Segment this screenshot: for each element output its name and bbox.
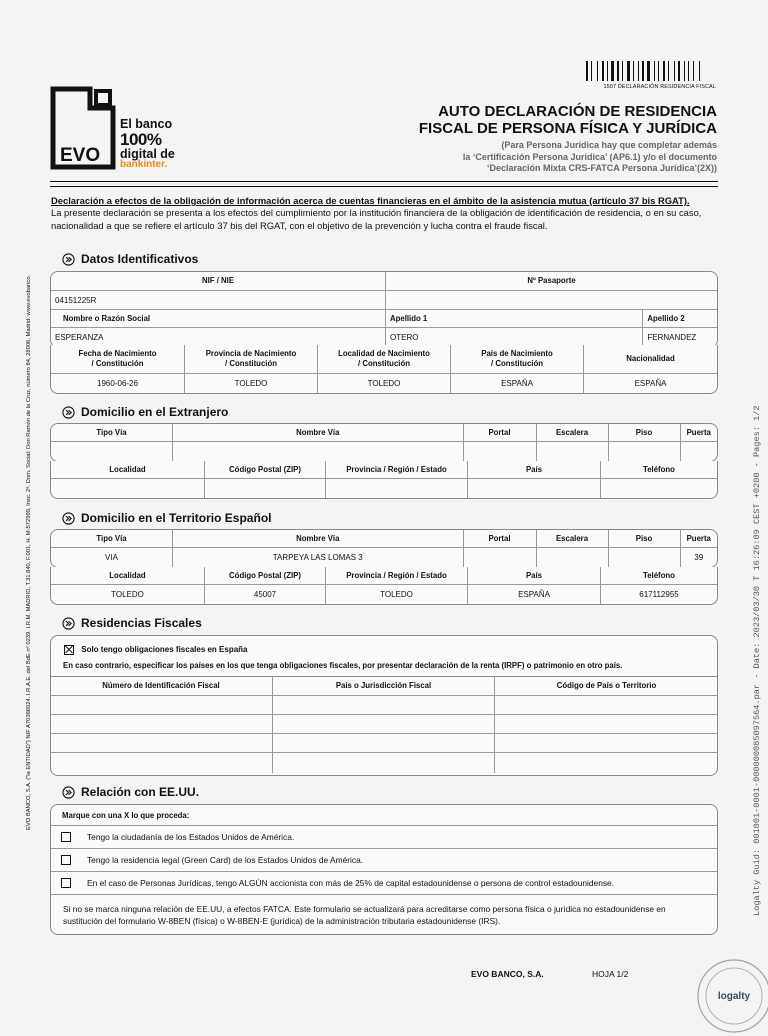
barcode-bar bbox=[656, 61, 657, 81]
opt1-cell bbox=[51, 826, 81, 849]
logo-text bbox=[120, 118, 175, 170]
section-extranjero-heading bbox=[62, 405, 228, 419]
tipo-via-label: Tipo Vía bbox=[51, 530, 173, 548]
table-cell[interactable] bbox=[495, 696, 718, 715]
barcode-bar bbox=[690, 61, 692, 81]
escalera-value[interactable] bbox=[537, 548, 609, 567]
puerta-value[interactable]: 39 bbox=[694, 553, 704, 562]
barcode-bar bbox=[597, 61, 598, 81]
barcode-bar bbox=[663, 61, 665, 81]
subtitle-line2: la ‘Certificación Persona Jurídica’ (AP6.1) y/o el documento bbox=[462, 151, 717, 162]
section-espanol-heading bbox=[62, 511, 271, 525]
divider bbox=[50, 181, 718, 182]
section-residencias-heading bbox=[62, 616, 202, 630]
barcode-bar bbox=[658, 61, 659, 81]
cp-label: Código Postal (ZIP) bbox=[205, 461, 326, 479]
barcode-bar bbox=[638, 61, 639, 81]
portal-value[interactable] bbox=[464, 548, 537, 567]
barcode-bar bbox=[647, 61, 650, 81]
escalera-label: Escalera bbox=[537, 424, 609, 442]
tipo-via-label: Tipo Vía bbox=[51, 424, 173, 442]
extranjero-table bbox=[50, 423, 718, 462]
localidad-value[interactable]: TOLEDO bbox=[318, 374, 451, 393]
col-nif: Número de Identificación Fiscal bbox=[50, 677, 273, 696]
eeuu-table bbox=[50, 804, 718, 935]
page-title bbox=[297, 103, 717, 137]
provincia-value[interactable]: TOLEDO bbox=[185, 374, 318, 393]
table-cell[interactable] bbox=[50, 696, 273, 715]
divider bbox=[50, 186, 718, 187]
pais-label: País bbox=[468, 567, 601, 585]
section-title: Domicilio en el Extranjero bbox=[81, 405, 229, 419]
fecha-label: Fecha de Nacimiento / Constitución bbox=[51, 345, 185, 374]
provincia-label: Provincia / Región / Estado bbox=[326, 461, 468, 479]
barcode-bar bbox=[624, 61, 626, 81]
localidad-label: Localidad bbox=[51, 567, 205, 585]
caso-contrario-text: En caso contrario, especificar los países en los que tenga obligaciones fiscales, por presentar declaración de la renta (IRPF) o patrimonio en otro país. bbox=[63, 661, 623, 670]
pasaporte-value[interactable] bbox=[386, 291, 717, 310]
barcode-bar bbox=[589, 61, 590, 81]
table-cell[interactable] bbox=[273, 696, 495, 715]
col-pais: País o Jurisdicción Fiscal bbox=[273, 677, 495, 696]
nombre-value[interactable]: ESPERANZA bbox=[51, 328, 386, 347]
table-cell[interactable] bbox=[495, 715, 718, 734]
puerta-label: Puerta bbox=[681, 424, 718, 442]
title-line1: AUTO DECLARACIÓN DE RESIDENCIA bbox=[438, 103, 717, 120]
footer-page: HOJA 1/2 bbox=[592, 969, 629, 979]
barcode-bar bbox=[668, 61, 669, 81]
localidad-value[interactable] bbox=[51, 479, 205, 498]
barcode-bar bbox=[607, 61, 608, 81]
cp-value[interactable] bbox=[205, 479, 326, 498]
portal-value[interactable] bbox=[464, 442, 537, 461]
localidad-value[interactable]: TOLEDO bbox=[51, 585, 205, 604]
opt2-label: Tengo la residencia legal (Green Card) de los Estados Unidos de América. bbox=[81, 849, 717, 872]
section-title: Relación con EE.UU. bbox=[81, 785, 200, 799]
barcode-bar bbox=[645, 61, 646, 81]
table-cell[interactable] bbox=[495, 753, 718, 773]
section-eeuu-heading bbox=[62, 785, 199, 799]
table-cell[interactable] bbox=[495, 734, 718, 753]
apellido2-value[interactable]: FERNANDEZ bbox=[647, 333, 697, 342]
intro bbox=[51, 195, 719, 232]
opt1-checkbox[interactable] bbox=[61, 832, 71, 842]
section-title: Residencias Fiscales bbox=[81, 616, 202, 630]
opt3-label: En el caso de Personas Jurídicas, tengo ALGÚN accionista con más de 25% de capital estadounidense o persona de control estadounidense. bbox=[81, 872, 717, 895]
pais-value[interactable]: ESPAÑA bbox=[451, 374, 584, 393]
extranjero-table-2 bbox=[50, 461, 718, 499]
residencias-box bbox=[50, 635, 718, 776]
barcode-bar bbox=[695, 61, 698, 81]
chevron-circle-icon bbox=[62, 786, 75, 799]
barcode-bar bbox=[609, 61, 610, 81]
intro-body: La presente declaración se presenta a los efectos del cumplimiento por la institución financiera de la obligación de identificación de residencia, o en su caso, nacionalidad a que se refiere el artículo 37 bis del RGAT, con el objetivo de la prevención y lucha contra el fraude fiscal. bbox=[51, 207, 702, 231]
barcode-bar bbox=[693, 61, 694, 81]
telefono-label: Teléfono bbox=[601, 461, 717, 479]
nif-value[interactable]: 04151225R bbox=[51, 291, 386, 310]
nacionalidad-value[interactable]: ESPAÑA bbox=[634, 379, 667, 388]
escalera-label: Escalera bbox=[537, 530, 609, 548]
nombre-via-label: Nombre Vía bbox=[173, 530, 464, 548]
table-cell[interactable] bbox=[50, 734, 273, 753]
barcode-bar bbox=[684, 61, 685, 81]
barcode-bar bbox=[688, 61, 689, 81]
barcode-bar bbox=[605, 61, 606, 81]
opt3-checkbox[interactable] bbox=[61, 878, 71, 888]
solo-espana-label: Solo tengo obligaciones fiscales en España bbox=[81, 645, 248, 655]
eeuu-nota: Si no se marca ninguna relación de EE.UU, a efectos FATCA. Este formulario se actualizará para acreditarse como persona física o jurídica no estadounidense en sustitución del formulario W-8BEN (física) o W-8BEN-E (jurídica) de la administración tributaria estadounidense (IRS). bbox=[63, 903, 666, 926]
provincia-value[interactable] bbox=[326, 479, 468, 498]
barcode-bar bbox=[611, 61, 614, 81]
subtitle-line1: (Para Persona Jurídica hay que completar además bbox=[501, 140, 717, 150]
provincia-label: Provincia / Región / Estado bbox=[326, 567, 468, 585]
chevron-circle-icon bbox=[62, 253, 75, 266]
barcode-bar bbox=[602, 61, 604, 81]
barcode-bar bbox=[593, 61, 596, 81]
barcode-bar bbox=[651, 61, 653, 81]
barcode-bar bbox=[615, 61, 616, 81]
barcode-bar bbox=[660, 61, 662, 81]
portal-label: Portal bbox=[464, 530, 537, 548]
barcode-bar bbox=[642, 61, 644, 81]
table-cell[interactable] bbox=[50, 753, 273, 773]
evo-logo bbox=[50, 86, 116, 170]
localidad-label: Localidad bbox=[51, 461, 205, 479]
barcode-bar bbox=[670, 61, 673, 81]
barcode-bar bbox=[633, 61, 634, 81]
barcode-bar bbox=[635, 61, 637, 81]
pais-value[interactable] bbox=[468, 479, 601, 498]
side-legal-text: EVO BANCO, S.A. ("la ENTIDAD") NIF A70386024. I.R.A.E. del BdE nº 0239. I.R.M. MADRID, T.31.840, F.001, H. M-572999, Insc. 2ª. Dom. Social: Don Ramón de la Cruz, número 84, 28006, Madrid. www.evobanco. bbox=[26, 274, 32, 830]
pais-label: País bbox=[468, 461, 601, 479]
barcode-bar bbox=[701, 61, 703, 81]
barcode-bar bbox=[676, 61, 677, 81]
puerta-label: Puerta bbox=[681, 530, 718, 548]
nombre-via-value[interactable]: TARPEYA LAS LOMAS 3 bbox=[173, 548, 464, 567]
tipo-via-value[interactable] bbox=[51, 442, 173, 461]
cp-label: Código Postal (ZIP) bbox=[205, 567, 326, 585]
nombre-label: Nombre o Razón Social bbox=[51, 310, 386, 328]
provincia-value[interactable]: TOLEDO bbox=[326, 585, 468, 604]
chevron-circle-icon bbox=[62, 617, 75, 630]
logo-line2: 100% bbox=[120, 129, 162, 149]
tipo-via-value[interactable]: VIA bbox=[51, 548, 173, 567]
barcode-bar bbox=[586, 61, 588, 81]
barcode-bar bbox=[591, 61, 592, 81]
footer-bank: EVO BANCO, S.A. bbox=[471, 969, 544, 979]
opt1-label: Tengo la ciudadanía de los Estados Unidos de América. bbox=[81, 826, 717, 849]
col-codigo: Código de País o Territorio bbox=[495, 677, 718, 696]
solo-espana-checkbox[interactable] bbox=[64, 645, 74, 655]
section-datos-heading bbox=[62, 252, 198, 266]
barcode-bar bbox=[678, 61, 680, 81]
piso-value[interactable] bbox=[609, 442, 681, 461]
barcode-bar bbox=[674, 61, 675, 81]
chevron-circle-icon bbox=[62, 406, 75, 419]
title-line2: FISCAL DE PERSONA FÍSICA Y JURÍDICA bbox=[418, 120, 717, 137]
nif-label: NIF / NIE bbox=[51, 272, 386, 291]
barcode-bar bbox=[666, 61, 667, 81]
logo-line4: bankinter. bbox=[120, 159, 168, 170]
localidad-label: Localidad de Nacimiento / Constitución bbox=[318, 345, 451, 374]
table-cell[interactable] bbox=[50, 715, 273, 734]
section-title: Domicilio en el Territorio Español bbox=[81, 511, 272, 525]
residencias-table bbox=[50, 676, 718, 773]
piso-value[interactable] bbox=[609, 548, 681, 567]
barcode-bar bbox=[640, 61, 641, 81]
portal-label: Portal bbox=[464, 424, 537, 442]
barcode bbox=[586, 61, 716, 81]
barcode-bar bbox=[627, 61, 630, 81]
barcode-bar bbox=[681, 61, 683, 81]
table-cell[interactable] bbox=[273, 715, 495, 734]
intro-heading: Declaración a efectos de la obligación de información acerca de cuentas financieras en el ámbito de la asistencia mutua (artículo 37 bis RGAT). bbox=[51, 195, 690, 206]
logo-line3: digital de bbox=[120, 146, 175, 161]
provincia-label: Provincia de Nacimiento / Constitución bbox=[185, 345, 318, 374]
piso-label: Piso bbox=[609, 530, 681, 548]
table-cell[interactable] bbox=[273, 753, 495, 773]
opt3-cell bbox=[51, 872, 81, 895]
nombre-via-value[interactable] bbox=[173, 442, 464, 461]
opt2-checkbox[interactable] bbox=[61, 855, 71, 865]
escalera-value[interactable] bbox=[537, 442, 609, 461]
barcode-label: 1507 DECLARACIÓN RESIDENCIA FISCAL bbox=[603, 84, 716, 90]
nacionalidad-label: Nacionalidad bbox=[584, 345, 717, 374]
apellido1-value[interactable]: OTERO bbox=[386, 328, 643, 347]
chevron-circle-icon bbox=[62, 512, 75, 525]
subtitle-line3: ‘Declaración Mixta CRS-FATCA Persona Jurídica’(2X)) bbox=[486, 163, 717, 173]
side-logalty-text: Logalty Guid: 001001-0001-000000085097564.par - Date: 2023/03/30 T 16:26:09 CEST +0200 - Pages: 1/2 bbox=[752, 405, 762, 916]
telefono-label: Teléfono bbox=[601, 567, 717, 585]
seal-text: logalty bbox=[717, 991, 751, 1002]
barcode-bar bbox=[631, 61, 632, 81]
pais-value[interactable]: ESPAÑA bbox=[468, 585, 601, 604]
telefono-value[interactable] bbox=[601, 479, 717, 498]
table-cell[interactable] bbox=[273, 734, 495, 753]
piso-label: Piso bbox=[609, 424, 681, 442]
barcode-bar bbox=[617, 61, 619, 81]
solo-espana-row bbox=[64, 645, 248, 655]
apellido2-label: Apellido 2 bbox=[643, 310, 717, 328]
page-subtitle bbox=[297, 140, 717, 175]
cp-value[interactable]: 45007 bbox=[205, 585, 326, 604]
logo-line1: El banco bbox=[120, 117, 173, 131]
datos-table bbox=[50, 271, 718, 348]
nombre-via-label: Nombre Vía bbox=[173, 424, 464, 442]
telefono-value[interactable]: 617112955 bbox=[639, 590, 679, 599]
pais-label: País de Nacimiento / Constitución bbox=[451, 345, 584, 374]
barcode-bar bbox=[654, 61, 655, 81]
pasaporte-label: Nº Pasaporte bbox=[386, 272, 717, 291]
logo-brand: EVO bbox=[60, 145, 101, 166]
puerta-value[interactable] bbox=[681, 442, 718, 461]
apellido1-label: Apellido 1 bbox=[386, 310, 643, 328]
logalty-seal-icon bbox=[694, 956, 768, 1036]
barcode-bar bbox=[622, 61, 623, 81]
barcode-bar bbox=[599, 61, 601, 81]
opt2-cell bbox=[51, 849, 81, 872]
espanol-table bbox=[50, 529, 718, 568]
espanol-table-2 bbox=[50, 567, 718, 605]
fecha-value[interactable]: 1960-06-26 bbox=[51, 374, 185, 393]
section-title: Datos Identificativos bbox=[81, 252, 199, 266]
barcode-bar bbox=[620, 61, 621, 81]
barcode-bar bbox=[686, 61, 687, 81]
eeuu-instruccion: Marque con una X lo que proceda: bbox=[51, 805, 717, 826]
barcode-bar bbox=[699, 61, 700, 81]
datos-nacimiento-table bbox=[50, 345, 718, 394]
